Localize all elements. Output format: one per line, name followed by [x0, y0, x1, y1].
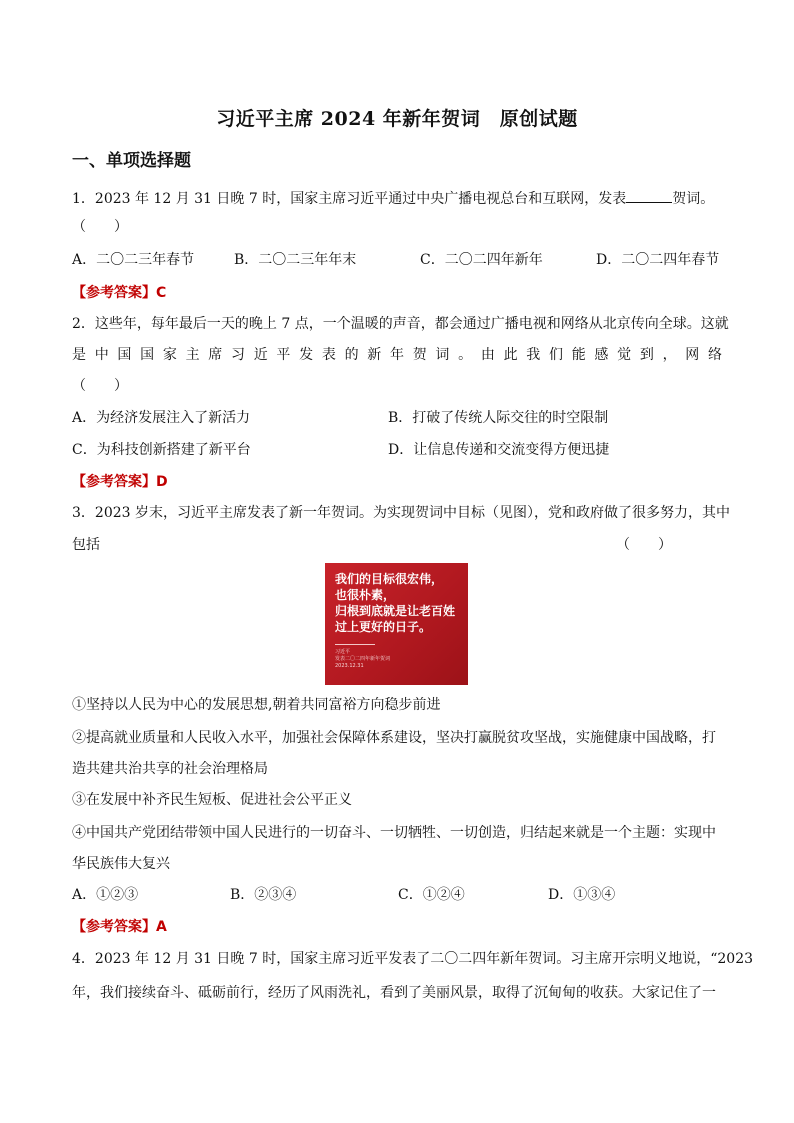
question-3-item-4-cont: 华民族伟大复兴: [72, 856, 170, 872]
question-2-option-c: C．为科技创新搭建了新平台: [72, 442, 251, 458]
question-4-line-2: 年，我们接续奋斗、砥砺前行，经历了风雨洗礼，看到了美丽风景，取得了沉甸甸的收获。大家记住了一: [72, 985, 716, 1001]
question-1-stem: [72, 188, 714, 209]
poster-source: 发表二〇二四年新年贺词: [335, 656, 391, 662]
question-3-option-c: C．①②④: [398, 887, 465, 903]
question-1-option-c: C．二〇二四年新年: [420, 252, 543, 268]
poster-line: 归根到底就是让老百姓: [335, 604, 456, 618]
poster-quote: [335, 571, 459, 635]
question-1-text: 1．2023 年 12 月 31 日晚 7 时，国家主席习近平通过中央广播电视总台和互联网，发表: [72, 191, 627, 207]
answer-label: 【参考答案】: [72, 919, 156, 935]
question-3-item-2: ②提高就业质量和人民收入水平，加强社会保障体系建设，坚决打赢脱贫攻坚战，实施健康中国战略，打: [72, 730, 716, 746]
section-heading: 一、单项选择题: [72, 151, 191, 171]
question-2-option-b: B．打破了传统人际交往的时空限制: [388, 410, 609, 426]
quote-poster: [325, 563, 468, 685]
question-3-item-2-cont: 造共建共治共享的社会治理格局: [72, 761, 268, 777]
page-title: 习近平主席 2024 年新年贺词 原创试题: [216, 108, 578, 130]
poster-line: 我们的目标很宏伟，: [335, 572, 444, 586]
answer-value: C: [156, 285, 167, 301]
question-3-option-a: A．①②③: [72, 887, 139, 903]
question-2-option-d: D．让信息传递和交流变得方便迅捷: [388, 442, 610, 458]
question-1-answer: [72, 283, 166, 303]
poster-line: 也很朴素，: [335, 588, 396, 602]
question-3-item-1: ①坚持以人民为中心的发展思想,朝着共同富裕方向稳步前进: [72, 697, 441, 713]
question-3-option-d: D．①③④: [548, 887, 616, 903]
question-1-text-end: 贺词。: [672, 191, 715, 207]
poster-line: 过上更好的日子。: [335, 620, 432, 634]
question-2-line-1: 2．这些年，每年最后一天的晚上 7 点，一个温暖的声音，都会通过广播电视和网络从北京传向全球。这就: [72, 316, 729, 332]
question-3-option-b: B．②③④: [230, 887, 297, 903]
question-3-item-3: ③在发展中补齐民生短板、促进社会公平正义: [72, 792, 352, 808]
question-3-answer: [72, 917, 167, 937]
poster-date: 2023.12.31: [335, 663, 364, 669]
question-3-line-2: 包括: [72, 537, 100, 553]
question-2-option-a: A．为经济发展注入了新活力: [72, 410, 251, 426]
question-2-answer: [72, 472, 168, 492]
question-2-paren: （ ）: [72, 378, 128, 394]
question-1-option-d: D．二〇二四年春节: [596, 252, 720, 268]
question-3-line-1: 3．2023 岁末，习近平主席发表了新一年贺词。为实现贺词中目标（见图），党和政府做了很多努力，其中: [72, 505, 730, 521]
poster-author: 习近平: [335, 649, 351, 655]
question-1-paren: （ ）: [72, 219, 128, 235]
answer-value: D: [156, 474, 168, 490]
question-1-option-a: A．二〇二三年春节: [72, 252, 195, 268]
answer-label: 【参考答案】: [72, 285, 156, 301]
answer-value: A: [156, 919, 167, 935]
answer-label: 【参考答案】: [72, 474, 156, 490]
question-3-item-4: ④中国共产党团结带领中国人民进行的一切奋斗、一切牺牲、一切创造，归结起来就是一个主题：实现中: [72, 825, 716, 841]
poster-divider: [335, 644, 375, 645]
question-1-option-b: B．二〇二三年年末: [234, 252, 357, 268]
question-3-paren: （ ）: [616, 537, 672, 553]
question-2-line-2: 是 中 国 国 家 主 席 习 近 平 发 表 的 新 年 贺 词 。 由 此 我 们 能 感 觉 到 ， 网 络: [72, 347, 722, 363]
question-4-line-1: 4．2023 年 12 月 31 日晚 7 时，国家主席习近平发表了二〇二四年新年贺词。习主席开宗明义地说，“2023: [72, 951, 754, 967]
fill-blank: [626, 188, 672, 203]
